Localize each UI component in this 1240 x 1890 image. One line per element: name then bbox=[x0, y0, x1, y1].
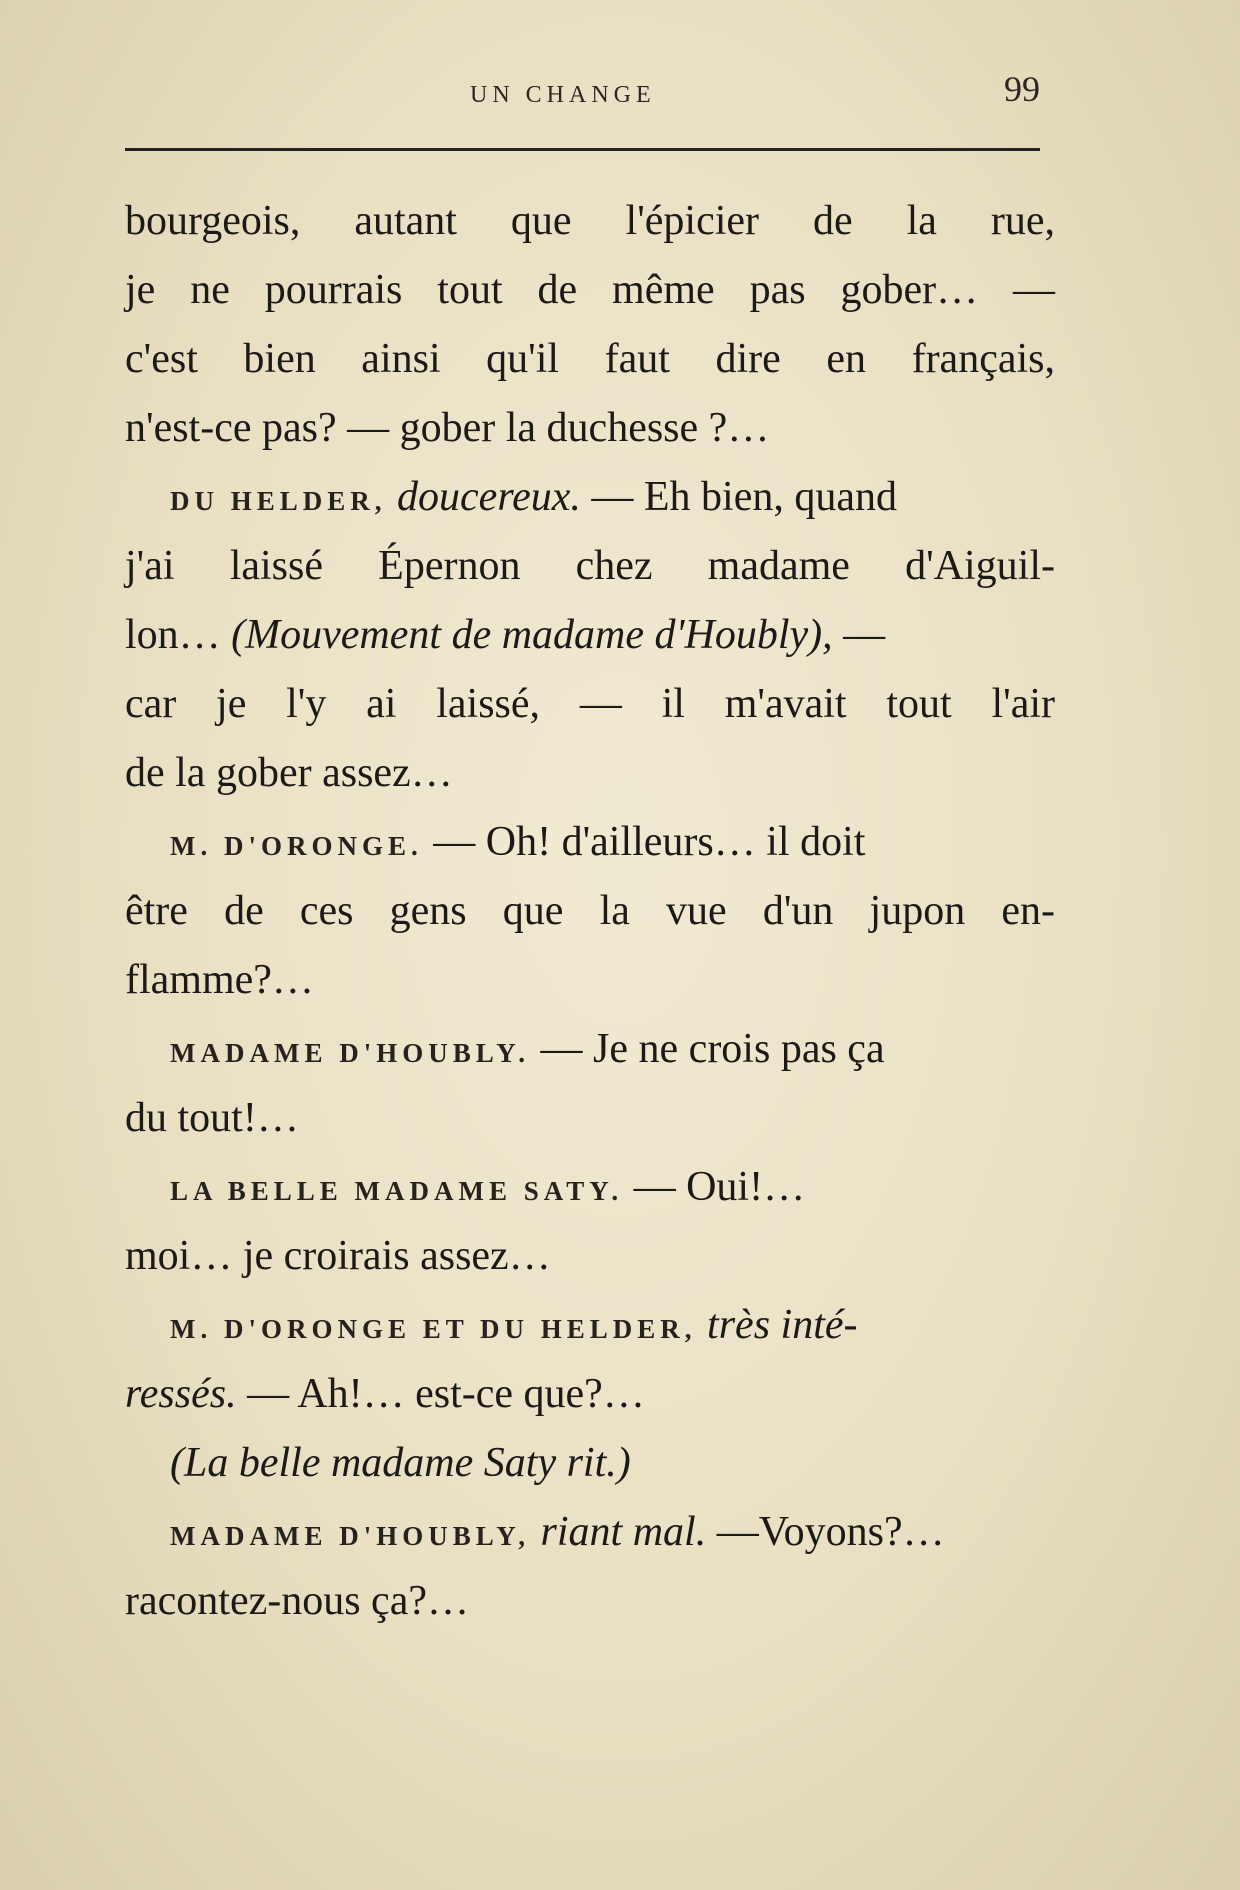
stage-direction: doucereux. bbox=[397, 474, 581, 520]
line-text: être de ces gens que la vue d'un jupon en- bbox=[125, 888, 1055, 934]
line-text: flamme?… bbox=[125, 957, 314, 1003]
body-text bbox=[125, 187, 1055, 1636]
dialogue-line bbox=[125, 1291, 1055, 1360]
speaker-name: MADAME D'HOUBLY, bbox=[170, 1521, 531, 1551]
text-line bbox=[125, 670, 1055, 739]
text-line bbox=[125, 1360, 1055, 1429]
running-title: UN CHANGE bbox=[470, 82, 656, 108]
line-text: — Je ne crois pas ça bbox=[540, 1026, 885, 1072]
stage-direction: (Mouvement de madame d'Houbly), bbox=[231, 612, 833, 658]
line-text: — Oui!… bbox=[633, 1164, 806, 1210]
dialogue-line bbox=[125, 1498, 1055, 1567]
line-text: — Oh! d'ailleurs… il doit bbox=[433, 819, 866, 865]
page-number: 99 bbox=[1004, 69, 1040, 109]
stage-direction: très inté- bbox=[707, 1302, 858, 1348]
line-text: moi… je croirais assez… bbox=[125, 1233, 551, 1279]
speaker-name: M. D'ORONGE ET DU HELDER, bbox=[170, 1314, 697, 1344]
text-line bbox=[125, 187, 1055, 256]
speaker-name: MADAME D'HOUBLY. bbox=[170, 1038, 531, 1068]
line-text: racontez-nous ça?… bbox=[125, 1578, 469, 1624]
header-rule bbox=[125, 148, 1040, 151]
line-text: bourgeois, autant que l'épicier de la rue, bbox=[125, 198, 1055, 244]
dialogue-line bbox=[125, 1153, 1055, 1222]
text-line bbox=[125, 877, 1055, 946]
line-text: lon… bbox=[125, 612, 221, 658]
text-line bbox=[125, 739, 1055, 808]
line-text: c'est bien ainsi qu'il faut dire en français, bbox=[125, 336, 1055, 382]
speaker-name: LA BELLE MADAME SATY. bbox=[170, 1176, 624, 1206]
line-text: — bbox=[843, 612, 886, 658]
line-text: —Voyons?… bbox=[716, 1509, 945, 1555]
line-text: du tout!… bbox=[125, 1095, 299, 1141]
stage-direction: riant mal. bbox=[540, 1509, 707, 1555]
text-line bbox=[125, 532, 1055, 601]
stage-direction: (La belle madame Saty rit.) bbox=[170, 1440, 631, 1486]
line-text: je ne pourrais tout de même pas gober… — bbox=[125, 267, 1055, 313]
line-text: — Eh bien, quand bbox=[591, 474, 897, 520]
stage-direction: ressés. bbox=[125, 1371, 237, 1417]
line-text: car je l'y ai laissé, — il m'avait tout l'air bbox=[125, 681, 1055, 727]
text-line bbox=[125, 1084, 1055, 1153]
dialogue-line bbox=[125, 463, 1055, 532]
dialogue-line bbox=[125, 808, 1055, 877]
text-line bbox=[125, 1222, 1055, 1291]
speaker-name: M. D'ORONGE. bbox=[170, 831, 423, 861]
line-text: de la gober assez… bbox=[125, 750, 453, 796]
text-line bbox=[125, 325, 1055, 394]
text-line bbox=[125, 1567, 1055, 1636]
speaker-name: DU HELDER, bbox=[170, 486, 387, 516]
page-header bbox=[125, 68, 1040, 118]
text-line bbox=[125, 394, 1055, 463]
text-line bbox=[125, 946, 1055, 1015]
text-line bbox=[125, 601, 1055, 670]
line-text: j'ai laissé Épernon chez madame d'Aiguil- bbox=[125, 543, 1055, 589]
line-text: n'est-ce pas? — gober la duchesse ?… bbox=[125, 405, 770, 451]
dialogue-line bbox=[125, 1015, 1055, 1084]
text-line bbox=[125, 256, 1055, 325]
line-text: — Ah!… est-ce que?… bbox=[247, 1371, 645, 1417]
stage-direction-line bbox=[125, 1429, 1055, 1498]
